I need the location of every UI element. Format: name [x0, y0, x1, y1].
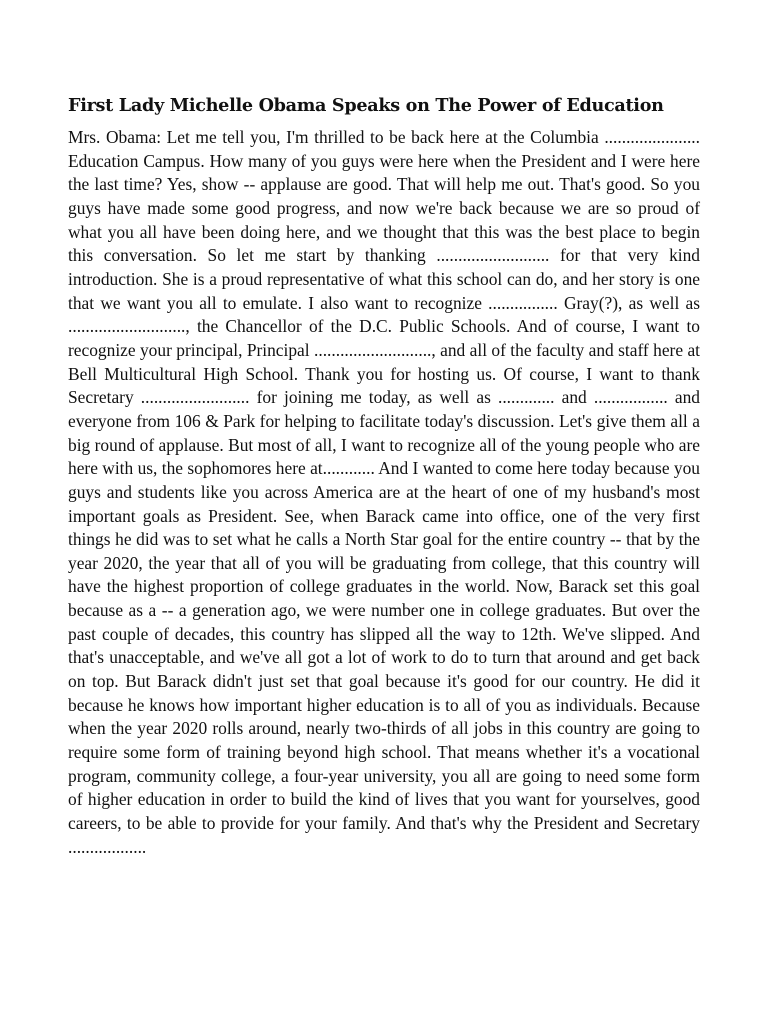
- speech-transcript-paragraph: Mrs. Obama: Let me tell you, I'm thrilled to be back here at the Columbia ...................... Education Campus. How many of you guys were here when the President and I were here the last time? Yes, show -- applause are good. That will help me out. That's good. So you guys have made some good progress, and now we're back because we are so proud of what you all have been doing here, and we thought that this was the best place to begin this conversation. So let me start by thanking .......................... for that very kind introduction. She is a proud representative of what this school can do, and her story is one that we want you all to emulate. I also want to recognize ................ Gray(?), as well as ..........................., the Chancellor of the D.C. Public Schools. And of course, I want to recognize your principal, Principal ..........................., and all of the faculty and staff here at Bell Multicultural High School. Thank you for hosting us. Of course, I want to thank Secretary ......................... for joining me today, as well as ............. and ................. and everyone from 106 & Park for helping to facilitate today's discussion. Let's give them all a big round of applause. But most of all, I want to recognize all of the young people who are here with us, the sophomores here at............ And I wanted to come here today because you guys and students like you across America are at the heart of one of my husband's most important goals as President. See, when Barack came into office, one of the very first things he did was to set what he calls a North Star goal for the entire country -- that by the year 2020, the year that all of you will be graduating from college, that this country will have the highest proportion of college graduates in the world. Now, Barack set this goal because as a -- a generation ago, we were number one in college graduates. But over the past couple of decades, this country has slipped all the way to 12th. We've slipped. And that's unacceptable, and we've all got a lot of work to do to turn that around and get back on top. But Barack didn't just set that goal because it's good for our country. He did it because he knows how important higher education is to all of you as individuals. Because when the year 2020 rolls around, nearly two-thirds of all jobs in this country are going to require some form of training beyond high school. That means whether it's a vocational program, community college, a four-year university, you all are going to need some form of higher education in order to build the kind of lives that you want for yourselves, good careers, to be able to provide for your family. And that's why the President and Secretary ..................: [68, 127, 700, 857]
- document-page: [68, 92, 700, 859]
- document-title: First Lady Michelle Obama Speaks on The Power of Education: [68, 95, 664, 116]
